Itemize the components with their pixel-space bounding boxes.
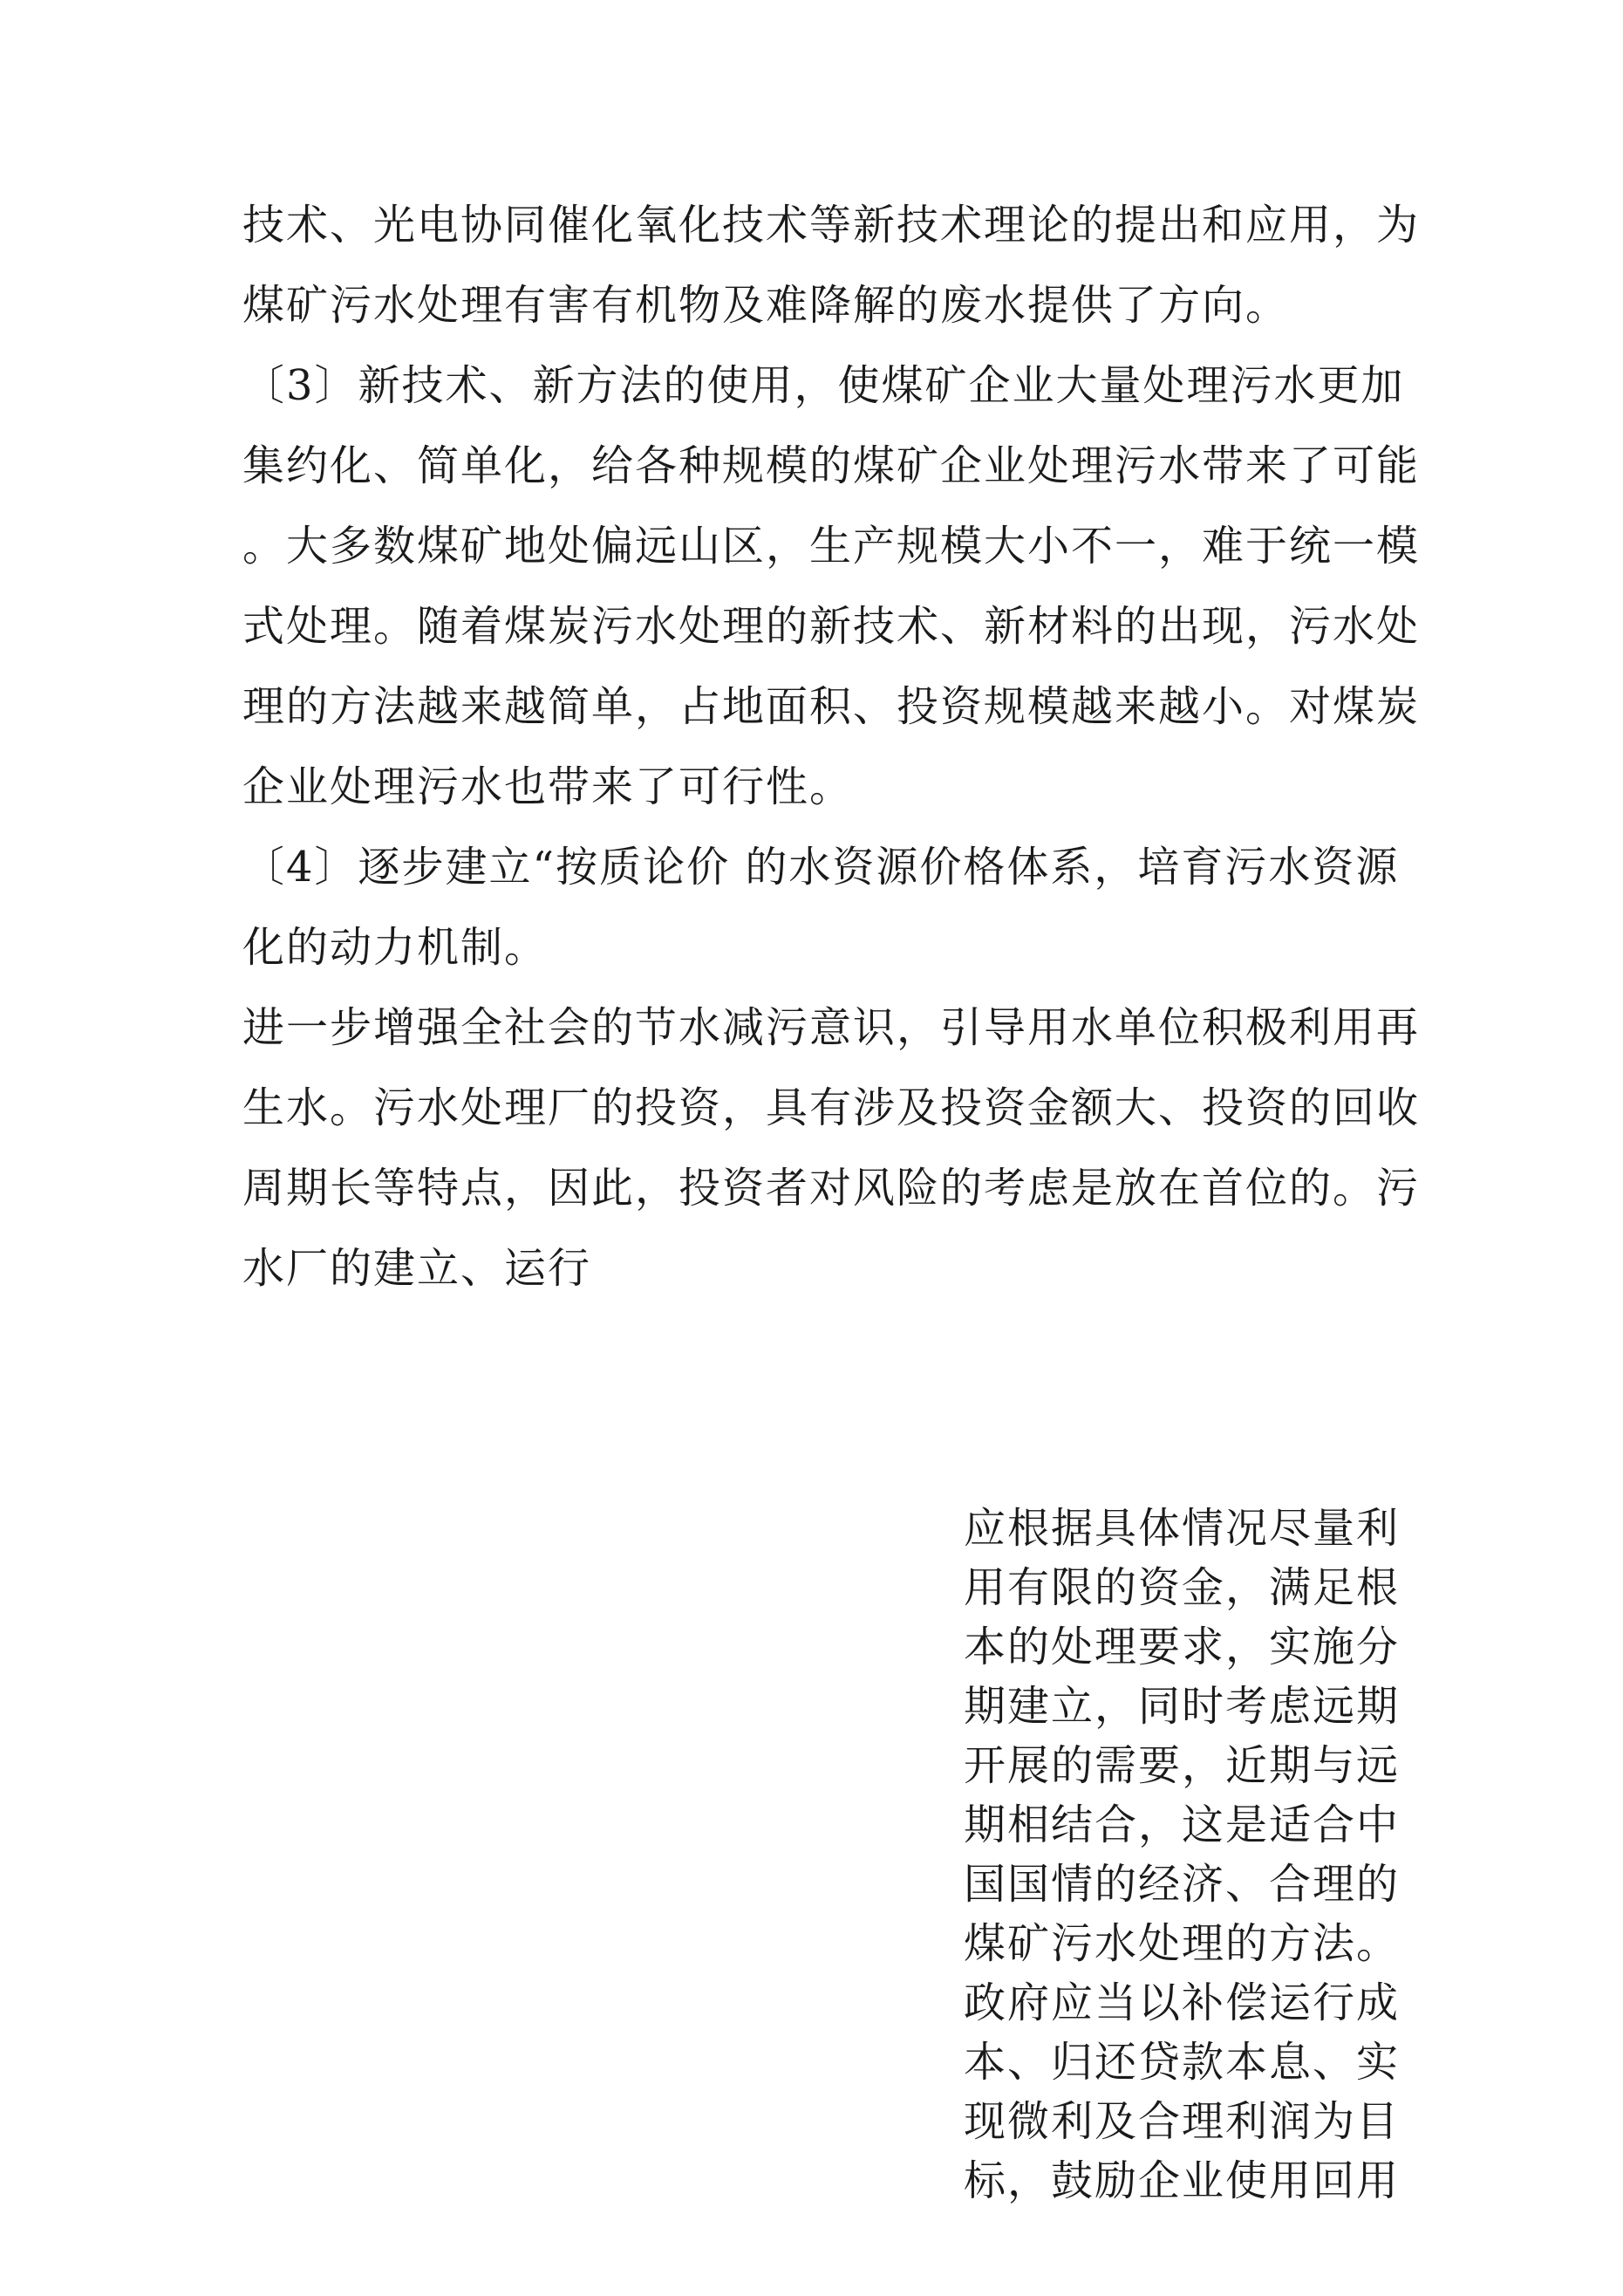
text-line: 〔3〕新技术、新方法的使用，使煤矿企业大量处理污水更加 [242,361,1405,410]
side-text-line: 本的处理要求，实施分 [964,1623,1401,1671]
text-line: 水厂的建立、运行 [242,1244,592,1293]
side-text-line: 期建立，同时考虑远期 [964,1682,1401,1731]
text-line: 化的动力机制。 [242,923,549,972]
text-line: 技术、光电协同催化氧化技术等新技术理论的提出和应用，为 [242,201,1421,249]
text-line: 生水。污水处理厂的投资，具有涉及投资金额大、投资的回收 [242,1083,1421,1132]
text-line: 企业处理污水也带来了可行性。 [242,762,854,811]
side-text-line: 政府应当以补偿运行成 [964,1978,1401,2027]
text-line: 周期长等特点，因此，投资者对风险的考虑是放在首位的。污 [242,1164,1421,1213]
side-text-line: 国国情的经济、合理的 [964,1860,1401,1909]
side-text-line: 煤矿污水处理的方法。 [964,1919,1401,1968]
side-text-line: 本、归还贷款本息、实 [964,2038,1401,2087]
side-column [964,1499,1400,2211]
side-text-line: 用有限的资金，满足根 [964,1563,1401,1612]
main-paragraph [242,185,1421,1309]
side-text-line: 标，鼓励企业使用回用 [964,2156,1401,2205]
side-text-line: 现微利及合理利润为目 [964,2097,1401,2146]
side-text-line: 应根据具体情况尽量利 [964,1504,1401,1553]
text-line: 进一步增强全社会的节水减污意识，引导用水单位积极利用再 [242,1003,1421,1052]
side-text-line: 开展的需要，近期与远 [964,1741,1401,1790]
text-line: 。大多数煤矿地处偏远山区，生产规模大小不一，难于统一模 [242,522,1421,571]
text-line: 〔4〕逐步建立“按质论价 的水资源价格体系，培育污水资源 [242,843,1400,892]
text-line: 集约化、简单化，给各种规模的煤矿企业处理污水带来了可能 [242,441,1421,490]
text-line: 理的方法越来越简单，占地面积、投资规模越来越小。对煤炭 [242,682,1421,731]
text-line: 煤矿污水处理有害有机物及难降解的废水提供了方向。 [242,281,1290,330]
side-text-line: 期相结合，这是适合中 [964,1801,1401,1849]
text-line: 式处理。随着煤炭污水处理的新技术、新材料的出现，污水处 [242,602,1421,651]
